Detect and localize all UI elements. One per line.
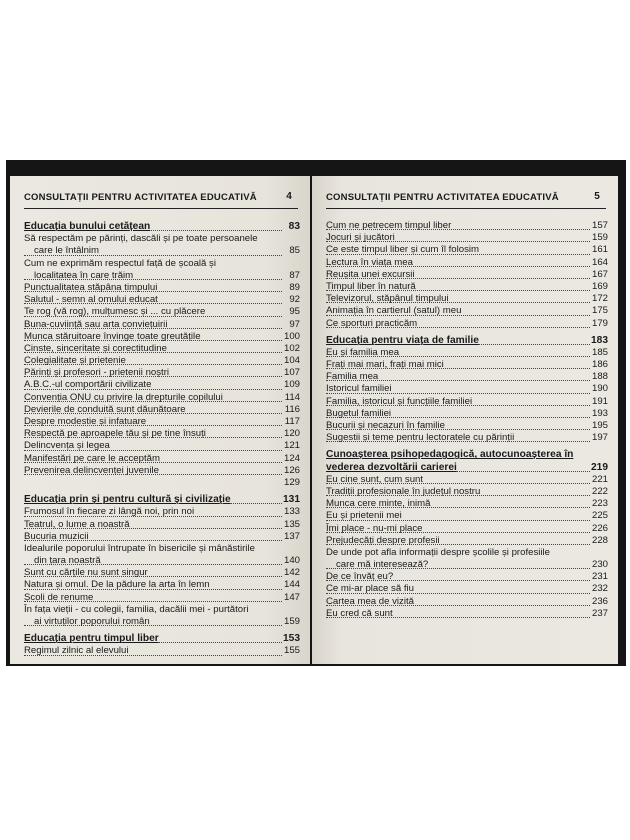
toc-entry-page: 236 [591,595,608,607]
toc-entry [24,404,300,416]
toc-section-heading [326,335,608,347]
toc-entry-page: 191 [591,395,608,407]
toc-entry-title: Îmi place - nu-mi place [326,522,423,534]
toc-entry [24,604,300,616]
toc-entry-title: Istoricul familiei [326,383,392,395]
toc-entry-title: Convenția ONU cu privire la drepturile copilului [24,391,223,403]
toc-entry-page: 195 [591,420,608,431]
toc-entry-title: Salutul - semn al omului educat [24,294,158,306]
toc-entry-page: 100 [283,330,300,342]
toc-entry-page: 188 [591,371,608,383]
toc-entry-page: 147 [283,591,300,603]
toc-entry [24,440,300,452]
toc-entry-title: Părinți și profesori - prietenii noștri [24,367,170,379]
toc-entry-page: 186 [591,359,608,371]
toc-entry-page: 175 [591,305,608,317]
toc-entry-page: 114 [284,391,300,403]
toc-entry [24,233,300,245]
toc-entry-page: 219 [591,461,608,473]
toc-entry-title: Educația bunului cetățean [24,221,151,232]
toc-entry [326,220,608,232]
toc-entry [24,282,300,294]
toc-entry-title: Te rog (vă rog), mulțumesc și ... cu plăcere [24,306,206,318]
toc-entry-page: 167 [591,268,608,280]
toc-entry-title: vederea dezvoltării carierei [326,461,457,473]
toc-entry [326,257,608,269]
toc-entry-title: Natura și omul. De la pădure la arta în lemn [24,579,210,591]
toc-entry-page: 124 [283,452,300,464]
toc-entry-title: care mă interesează? [336,559,429,571]
toc-entry-title: De unde pot afla informații despre școlile și profesiile [326,546,550,558]
toc-entry [24,258,300,270]
toc-entry-page: 104 [283,355,300,367]
toc-entry-page: 107 [283,367,300,379]
toc-entry-title: care le întâlnim [34,245,100,257]
toc-entry [24,616,300,628]
toc-entry-title: Punctualitatea stăpâna timpului [24,281,158,293]
toc-entry [326,596,608,608]
toc-entry-page: 135 [283,518,300,530]
toc-entry [326,359,608,371]
toc-entry [326,486,608,498]
toc-entry [24,645,300,657]
toc-entry-page: 223 [591,498,608,510]
toc-entry [326,281,608,293]
toc-entry-page: 157 [591,220,608,231]
toc-entry-title: Regimul zilnic al elevului [24,645,129,657]
toc-entry-title: Frați mai mari, frați mai mici [326,359,444,371]
left-page [10,176,310,664]
header-title: CONSULTAȚII PENTRU ACTIVITATEA EDUCATIVĂ [24,192,257,203]
toc-entry-title: Educația prin și pentru cultură și civilizație [24,494,231,506]
toc-entry [24,416,300,428]
toc-entry-page: 232 [591,583,608,595]
toc-entry [326,408,608,420]
toc-entry-page: 95 [289,306,300,318]
toc-entry-page: 126 [283,464,300,476]
toc-entry-title: Sugestii și teme pentru lectoratele cu părinții [326,432,515,444]
toc-entry-title: Ce mi-ar place să fiu [326,583,414,595]
toc-section-heading [24,494,300,506]
toc-entry-page: 153 [283,633,300,645]
toc-entry-page: 222 [591,485,608,497]
toc-entry-page: 87 [289,269,300,281]
toc-entry [326,293,608,305]
right-page [312,176,618,664]
toc-entry-page: 83 [288,221,300,232]
toc-entry-page: 102 [283,342,300,354]
toc-section-heading [24,221,300,233]
toc-entry-page: 117 [284,416,300,427]
toc-entry-page: 228 [591,534,608,546]
toc-entry [24,465,300,477]
toc-entry-title: Cum ne exprimăm respectul față de școală și [24,257,216,269]
toc-entry-title: Idealurile poporului întrupate în bisericile și mânăstirile [24,542,255,554]
toc-entry [24,392,300,404]
toc-entry-title: Bucurii și necazuri în familie [326,420,445,431]
toc-entry-title: Lectura în viața mea [326,256,413,268]
toc-entry-page: 133 [283,506,300,518]
toc-entry-title: Manifestări pe care le acceptăm [24,452,160,464]
toc-entry-page: 97 [289,318,300,330]
toc-entry-page: 193 [591,407,608,419]
toc-entry-title: Timpul liber în natură [326,280,416,292]
toc-entry-page: 159 [591,232,608,244]
toc-entry-title: Colegialitate și prietenie [24,355,126,367]
toc-entry-title: Munca cere minte, inimă [326,498,431,510]
toc-entry-title: De ce învăț eu? [326,571,394,583]
toc-entry-title: Familia mea [326,371,379,383]
right-toc [326,220,608,620]
toc-entry-title: Despre modestie și infatuare [24,416,147,427]
toc-entry-title: Ce sporturi practicăm [326,317,418,329]
toc-entry-page: 172 [591,293,608,305]
toc-entry-title: Cartea mea de vizită [326,595,414,607]
toc-entry [326,371,608,383]
toc-entry-page: 190 [591,383,608,395]
toc-entry-page: 164 [591,256,608,268]
toc-entry [326,244,608,256]
toc-entry [326,383,608,395]
toc-entry-title: Cinste, sinceritate și corectitudine [24,342,167,354]
toc-entry-title: Cum ne petrecem timpul liber [326,220,452,231]
toc-entry-title: Sunt cu cărțile nu sunt singur [24,567,148,579]
toc-entry [24,294,300,306]
toc-entry-title: Frumosul în fiecare zi lângă noi, prin noi [24,506,195,518]
toc-entry-title: Educația pentru viața de familie [326,334,479,346]
toc-entry-page: 169 [591,280,608,292]
toc-entry [326,396,608,408]
toc-entry-title: Delincvența și legea [24,440,110,452]
toc-entry-title: ai virtuților poporului român [34,616,150,627]
toc-entry-page: 237 [591,607,608,619]
right-page-header [326,192,606,209]
toc-entry-page: 185 [591,346,608,358]
toc-entry-title: Eu și prietenii mei [326,510,402,522]
toc-entry [326,559,608,571]
toc-entry [326,420,608,432]
toc-entry-page: 85 [289,245,300,257]
toc-entry [24,477,300,489]
toc-section-heading [326,449,608,461]
toc-entry [24,519,300,531]
toc-entry-page: 120 [283,428,300,440]
toc-entry [24,555,300,567]
toc-entry [24,567,300,579]
toc-entry-title: Devierile de conduită sunt dăunătoare [24,403,186,415]
toc-entry-page: 159 [283,616,300,627]
toc-entry-title: Munca stăruitoare învinge toate greutățile [24,330,201,342]
toc-entry [326,347,608,359]
toc-entry [326,510,608,522]
toc-entry [24,306,300,318]
toc-entry [24,355,300,367]
toc-section-heading [24,633,300,645]
toc-entry-title: din țara noastră [34,555,101,567]
toc-entry [24,453,300,465]
toc-entry [326,535,608,547]
toc-entry [24,531,300,543]
toc-entry-title: Ce este timpul liber și cum îl folosim [326,244,480,256]
toc-entry-page: 144 [283,579,300,591]
page-number: 5 [594,191,600,202]
toc-entry-title: localitatea în care trăim [34,269,134,281]
toc-entry-page: 116 [284,403,300,415]
toc-entry-title: Televizorul, stăpânul timpului [326,293,449,305]
toc-entry-title: Animația în cartierul (satul) meu [326,305,462,317]
toc-entry-title: Jocuri și jucători [326,232,395,244]
toc-entry [326,608,608,620]
toc-entry [326,523,608,535]
toc-entry-page: 89 [289,281,300,293]
toc-entry [24,270,300,282]
header-title: CONSULTAȚII PENTRU ACTIVITATEA EDUCATIVĂ [326,192,559,203]
toc-entry-page: 230 [591,559,608,571]
toc-entry-page: 231 [591,571,608,583]
toc-entry-title: Teatrul, o lume a noastră [24,518,130,530]
toc-entry [326,232,608,244]
toc-entry-page: 131 [283,494,300,506]
toc-entry [24,543,300,555]
toc-entry-page: 183 [591,334,608,346]
toc-entry [24,379,300,391]
toc-entry [24,343,300,355]
toc-entry [326,474,608,486]
toc-entry-title: Buna-cuviință sau arta conviețuirii [24,318,168,330]
toc-entry-title: Respectă pe aproapele tău și pe tine însuți [24,428,206,440]
toc-entry-page: 221 [591,473,608,485]
toc-entry [24,245,300,257]
toc-entry-title: Eu cine sunt, cum sunt [326,473,424,485]
toc-entry-page: 155 [283,645,300,657]
toc-entry [326,432,608,444]
toc-entry-title: A.B.C.-ul comportării civilizate [24,379,152,391]
toc-entry-page: 179 [591,317,608,329]
toc-entry [326,571,608,583]
toc-entry-title: Tradiții profesionale în județul nostru [326,485,481,497]
page-number: 4 [286,191,292,202]
toc-entry [24,506,300,518]
left-page-header [24,192,298,209]
toc-section-heading [326,462,608,474]
toc-entry-title: Prejudecăți despre profesii [326,534,440,546]
toc-entry-page: 142 [283,567,300,579]
toc-entry-title: Bugetul familiei [326,407,392,419]
toc-entry [326,583,608,595]
toc-entry-page: 225 [591,510,608,522]
toc-entry-page: 137 [283,530,300,542]
toc-entry-page: 129 [283,476,300,488]
left-toc [24,216,300,658]
toc-entry-title: În fața vieții - cu colegii, familia, dacălii mei - purtători [24,603,249,615]
toc-entry-page: 161 [591,244,608,256]
toc-entry-page: 92 [289,294,300,306]
toc-entry-title: Bucuria muzicii [24,530,89,542]
toc-entry [24,331,300,343]
toc-entry [326,305,608,317]
toc-entry [326,547,608,559]
toc-entry-title: Școli de renume [24,591,94,603]
toc-entry [24,319,300,331]
toc-entry-title: Reușita unei excursii [326,268,415,280]
toc-entry-page: 140 [283,555,300,567]
toc-entry-title: Eu cred că sunt [326,607,393,619]
toc-entry-title: Familia, istoricul și funcțiile familiei [326,395,473,407]
toc-entry-page: 121 [283,440,300,452]
toc-entry [326,498,608,510]
toc-entry-page: 197 [591,432,608,444]
toc-entry [24,428,300,440]
toc-entry-title: Să respectăm pe părinți, dascăli și pe toate persoanele [24,233,258,245]
toc-entry [24,579,300,591]
toc-entry-page: 109 [283,379,300,391]
toc-entry-title: Eu și familia mea [326,346,400,358]
toc-entry-title: Cunoașterea psihopedagogică, autocunoașterea în [326,449,574,461]
toc-entry [24,592,300,604]
toc-entry [326,269,608,281]
toc-entry-page: 226 [591,522,608,534]
toc-entry-title: Prevenirea delincvenței juvenile [24,464,159,476]
toc-entry [326,318,608,330]
toc-entry [24,367,300,379]
toc-entry-title: Educația pentru timpul liber [24,633,159,645]
